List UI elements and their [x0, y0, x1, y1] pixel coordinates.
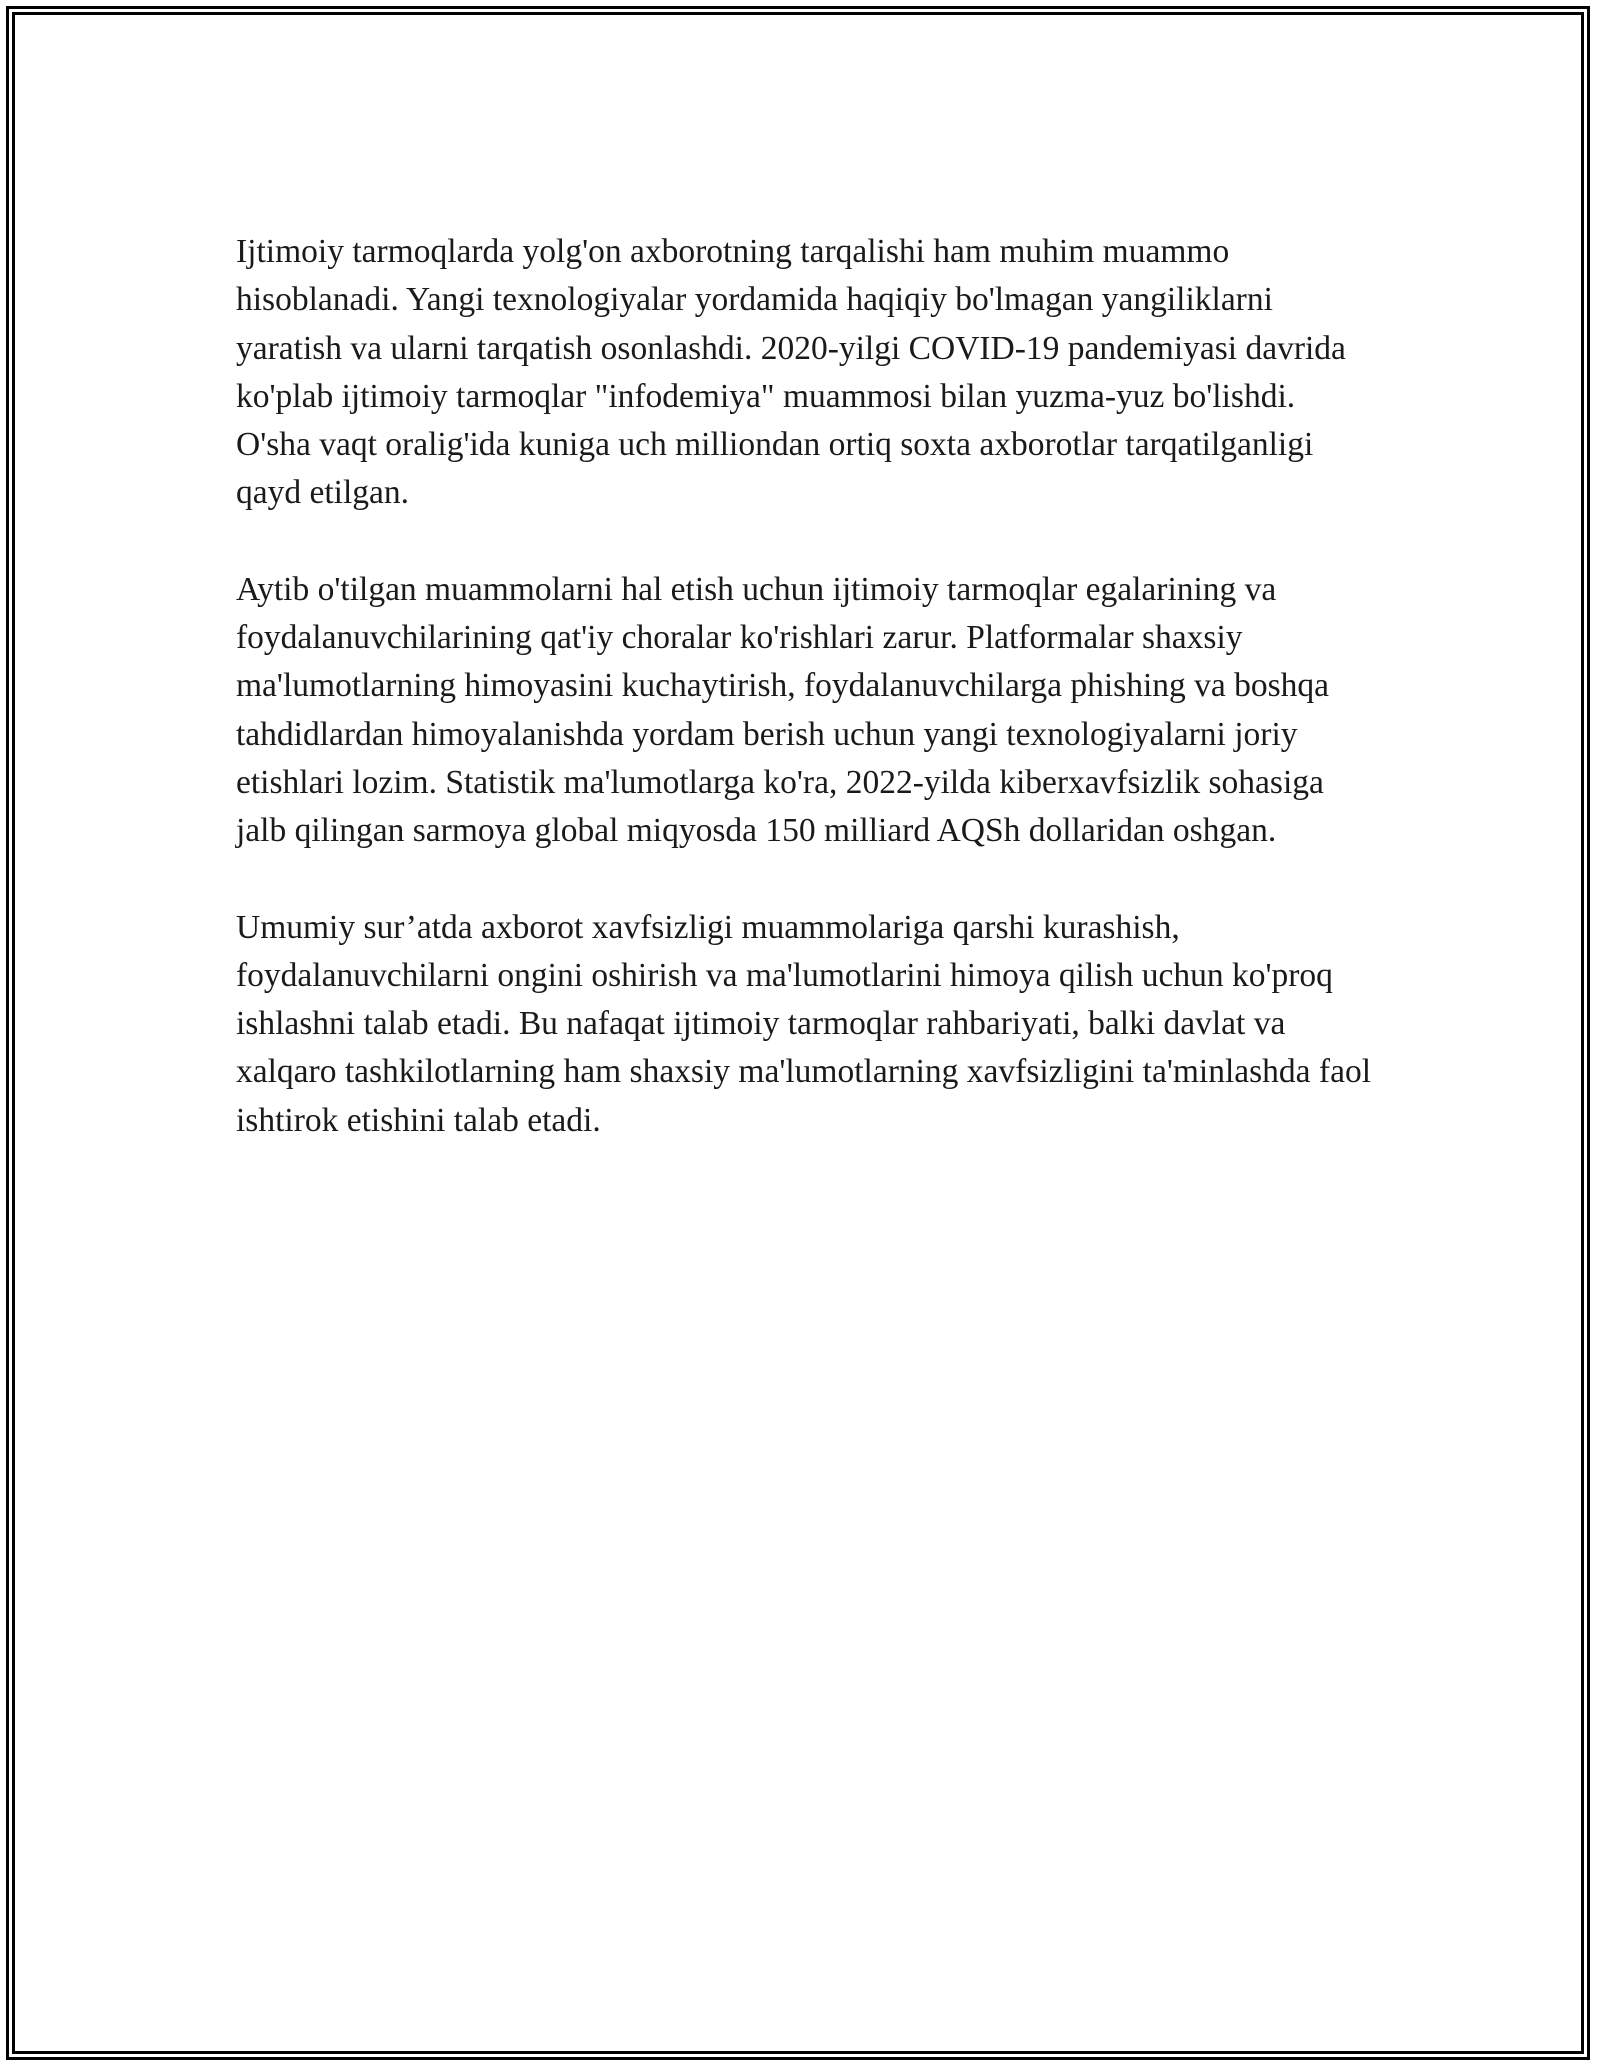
document-body	[236, 228, 1376, 1193]
paragraph-2: Aytib o'tilgan muammolarni hal etish uchun ijtimoiy tarmoqlar egalarining va foydalanuvchilarining qat'iy choralar ko'rishlari zarur. Platformalar shaxsiy ma'lumotlarning himoyasini kuchaytirish, foydalanuvchilarga phishing va boshqa tahdidlardan himoyalanishda yordam berish uchun yangi texnologiyalarni joriy etishlari lozim. Statistik ma'lumotlarga ko'ra, 2022-yilda kiberxavfsizlik sohasiga jalb qilingan sarmoya global miqyosda 150 milliard AQSh dollaridan oshgan.	[236, 570, 1330, 850]
paragraph-1: Ijtimoiy tarmoqlarda yolg'on axborotning tarqalishi ham muhim muammo hisoblanadi. Yangi texnologiyalar yordamida haqiqiy bo'lmagan yangiliklarni yaratish va ularni tarqatish osonlashdi. 2020-yilgi COVID-19 pandemiyasi davrida ko'plab ijtimoiy tarmoqlar "infodemiya" muammosi bilan yuzma-yuz bo'lishdi. O'sha vaqt oralig'ida kuniga uch milliondan ortiq soxta axborotlar tarqatilganligi qayd etilgan.	[236, 233, 1346, 512]
paragraph-3: Umumiy sur’atda axborot xavfsizligi muammolariga qarshi kurashish, foydalanuvchilarni ongini oshirish va ma'lumotlarini himoya qilish uchun ko'proq ishlashni talab etadi. Bu nafaqat ijtimoiy tarmoqlar rahbariyati, balki davlat va xalqaro tashkilotlarning ham shaxsiy ma'lumotlarning xavfsizligini ta'minlashda faol ishtirok etishini talab etadi.	[236, 908, 1372, 1139]
